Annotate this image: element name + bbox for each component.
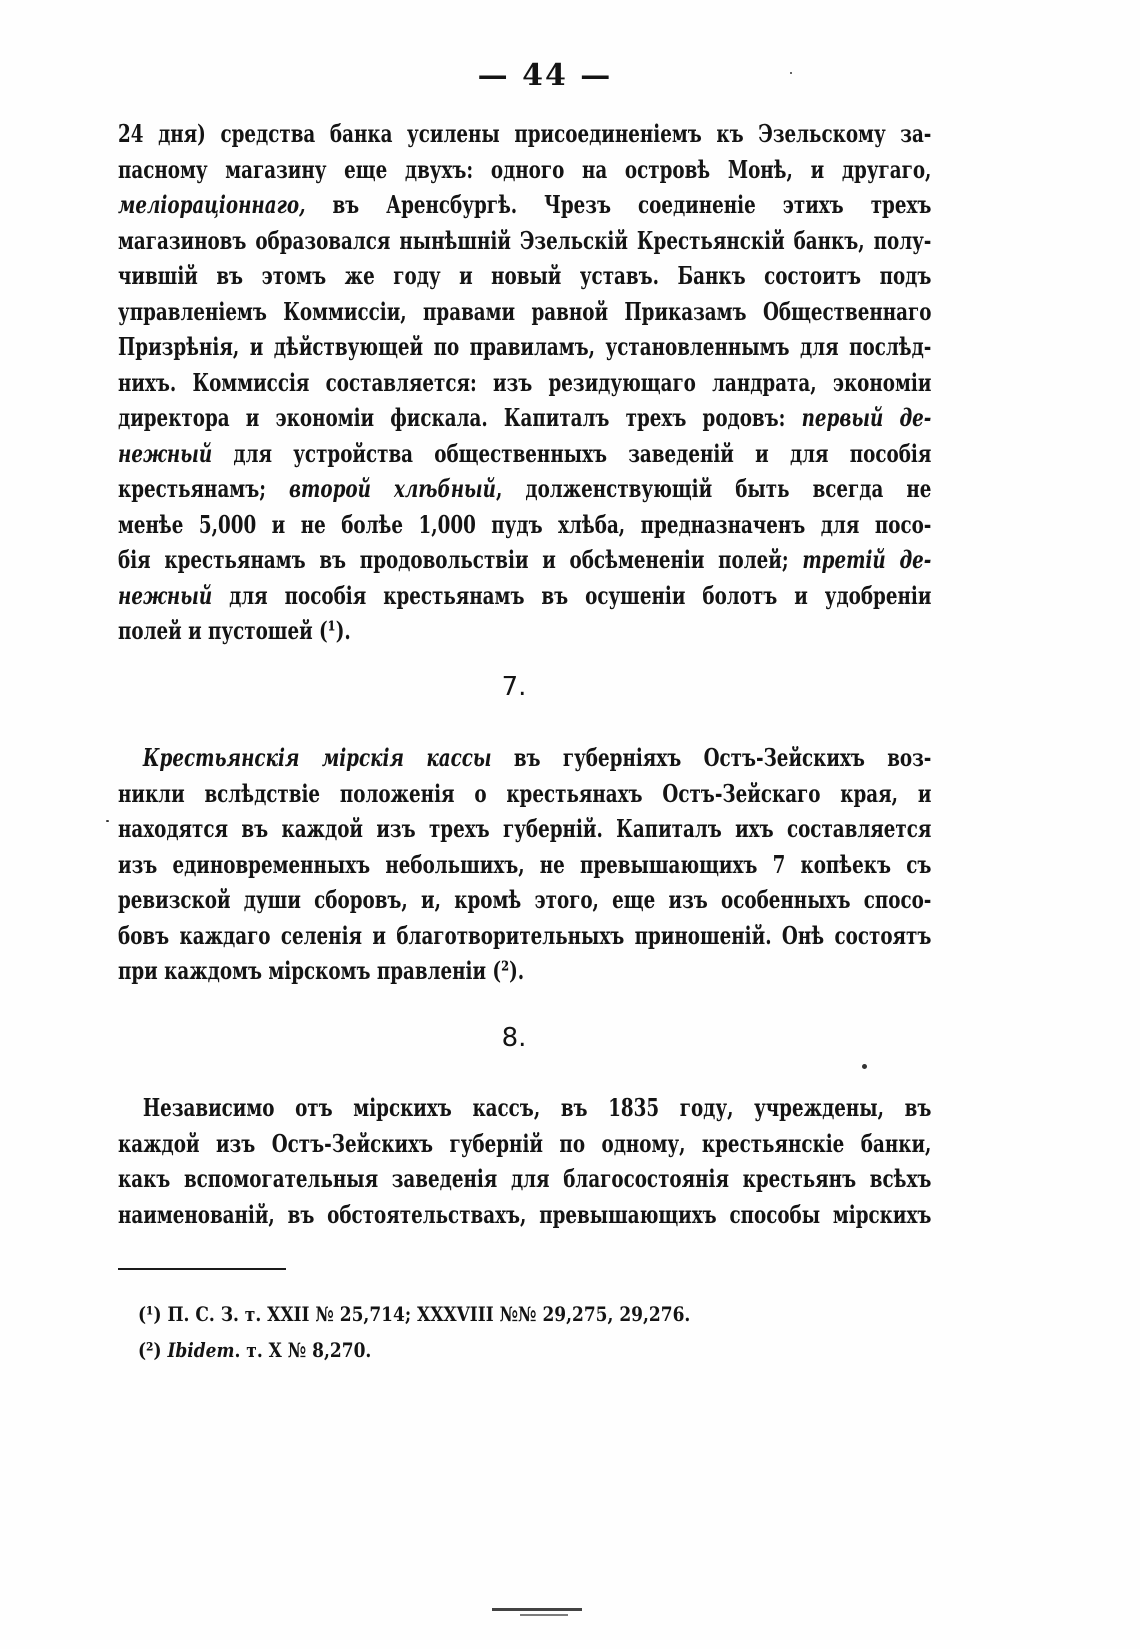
line-text: въ Аренсбургѣ. Чрезъ соединеніе этихъ трехъ <box>305 190 932 219</box>
text-line <box>118 471 931 507</box>
line-italic-text: первый де- <box>801 403 932 432</box>
text-line <box>118 811 931 847</box>
line-text: никли вслѣдствіе положенія о крестьянахъ Остъ-Зейскаго края, и <box>118 778 932 808</box>
text-line <box>118 953 931 989</box>
line-text: , долженствующій быть всегда не <box>495 474 932 503</box>
text-line <box>118 613 931 649</box>
line-text: пасному магазину еще двухъ: одного на островѣ Монѣ, и другаго, <box>118 154 932 184</box>
text-line <box>118 1090 931 1126</box>
ink-speck <box>862 1064 867 1069</box>
line-text: при каждомъ мірскомъ правленіи (²). <box>118 956 525 985</box>
line-text: каждой изъ Остъ-Зейскихъ губерній по одному, крестьянскіе банки, <box>118 1128 932 1158</box>
text-line <box>118 400 931 436</box>
footnote-1: (¹) П. С. З. т. XXII № 25,714; XXXVIII №№ 29,275, 29,276. <box>138 1302 691 1326</box>
scan-mark <box>520 1614 568 1616</box>
line-text: бовъ каждаго селенія и благотворительныхъ приношеній. Онѣ состоятъ <box>118 920 932 950</box>
page-number: — 44 — <box>477 58 613 93</box>
line-text: наименованій, въ обстоятельствахъ, превышающихъ способы мірскихъ <box>118 1199 932 1229</box>
text-line <box>118 258 931 294</box>
text-line <box>118 1161 931 1197</box>
paragraph-ezel-bank <box>118 116 931 649</box>
section-number-8: 8. <box>501 1023 527 1053</box>
line-italic-text: нежный <box>118 580 213 610</box>
line-italic-text: Крестьянскія мірскія кассы <box>142 743 492 772</box>
line-text: 24 дня) средства банка усилены присоединеніемъ къ Эзельскому за- <box>118 119 932 148</box>
line-italic-text: второй хлѣбный <box>289 474 496 503</box>
text-line <box>118 223 931 259</box>
text-line <box>118 918 931 954</box>
line-text: изъ единовременныхъ небольшихъ, не превышающихъ 7 копѣекъ съ <box>118 849 932 879</box>
line-text: магазиновъ образовался нынѣшній Эзельскій Крестьянскій банкъ, полу- <box>118 225 932 255</box>
section-number-7: 7. <box>501 672 527 702</box>
text-line <box>118 1126 931 1162</box>
text-line <box>118 187 931 223</box>
line-text: крестьянамъ; <box>118 474 290 503</box>
text-line <box>118 578 931 614</box>
paragraph-peasant-funds <box>118 740 931 989</box>
text-line <box>118 116 931 152</box>
line-text: менѣе 5,000 и не болѣе 1,000 пудъ хлѣба, предназначенъ для посо- <box>118 509 932 539</box>
line-text: находятся въ каждой изъ трехъ губерній. Капиталъ ихъ составляется <box>118 814 932 843</box>
line-text: для пособія крестьянамъ въ осушеніи болотъ и удобреніи <box>212 580 932 610</box>
line-italic-text: третій де- <box>802 545 932 574</box>
scan-mark <box>492 1608 582 1611</box>
footnote-2-ref: . т. X № 8,270. <box>234 1338 372 1362</box>
line-text: для устройства общественныхъ заведеній и для пособія <box>212 438 932 468</box>
text-line <box>118 776 931 812</box>
line-text: бія крестьянамъ въ продовольствіи и обсѣмененіи полей; <box>118 545 803 574</box>
text-line <box>118 436 931 472</box>
text-line <box>118 542 931 578</box>
line-text: нихъ. Коммиссія составляется: изъ резидующаго ландрата, экономіи <box>118 367 932 397</box>
text-line <box>118 294 931 330</box>
footnote-divider <box>118 1268 286 1270</box>
footnote-2-marker: (²) <box>138 1338 168 1362</box>
text-line <box>118 507 931 543</box>
line-text: какъ вспомогательныя заведенія для благосостоянія крестьянъ всѣхъ <box>118 1164 932 1193</box>
line-text: Призрѣнія, и дѣйствующей по правиламъ, установленнымъ для послѣд- <box>118 332 932 361</box>
text-line <box>118 1197 931 1233</box>
line-text: ревизской души сборовъ, и, кромѣ этого, еще изъ особенныхъ спосо- <box>118 885 932 914</box>
footnote-2 <box>138 1332 371 1368</box>
line-text: чившій въ этомъ же году и новый уставъ. Банкъ состоитъ подъ <box>118 261 932 290</box>
footnote-2-ibidem: Ibidem <box>167 1338 235 1362</box>
text-line <box>118 847 931 883</box>
ink-speck <box>790 72 792 74</box>
text-line <box>118 329 931 365</box>
line-text: Независимо отъ мірскихъ кассъ, въ 1835 году, учреждены, въ <box>142 1093 932 1122</box>
line-text: управленіемъ Коммиссіи, правами равной Приказамъ Общественнаго <box>118 296 932 326</box>
text-line <box>118 882 931 918</box>
line-text: директора и экономіи фискала. Капиталъ трехъ родовъ: <box>118 403 802 432</box>
line-italic-text: нежный <box>118 438 213 468</box>
text-line <box>118 152 931 188</box>
text-line <box>118 365 931 401</box>
line-text: полей и пустошей (¹). <box>118 616 351 645</box>
paragraph-peasant-banks <box>118 1090 931 1232</box>
ink-speck <box>106 820 109 822</box>
text-line <box>118 740 931 776</box>
line-text: въ губерніяхъ Остъ-Зейскихъ воз- <box>491 743 932 772</box>
line-italic-text: меліораціоннаго, <box>118 190 306 219</box>
